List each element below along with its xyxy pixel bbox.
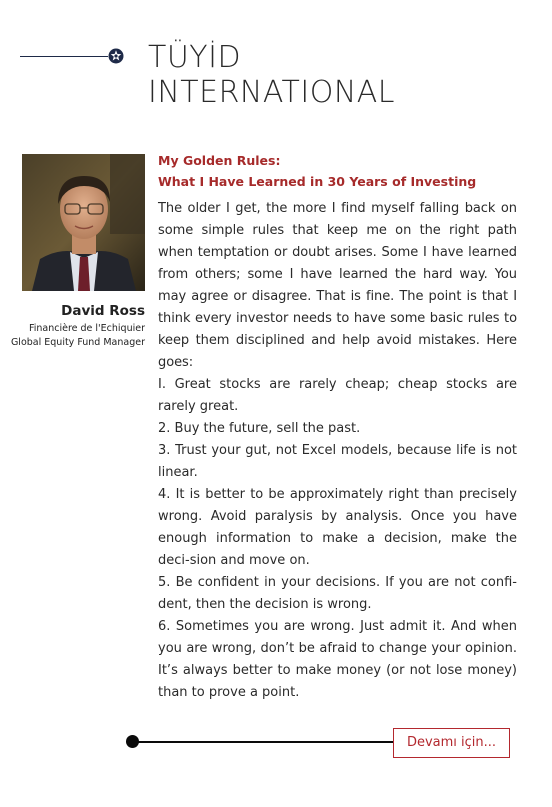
author-name: David Ross <box>61 303 145 319</box>
author-role-line-2: Global Equity Fund Manager <box>10 337 145 348</box>
intro-paragraph: The older I get, the more I find myself falling back on some simple rules that keep me on the right path when temptation or doubt arises. Some I have learned from others; some I have learned the hard way. You may agree or disagree. That is fine. The point is that I think every investor needs to have some basic rules to keep them disciplined and help avoid mistakes. Here goes: <box>158 201 517 370</box>
header-rule <box>20 56 108 57</box>
rule-3: 3. Trust your gut, not Excel models, because life is not linear. <box>158 443 517 480</box>
rule-5: 5. Be confident in your decisions. If you are not confi-dent, then the decision is wrong. <box>158 575 517 612</box>
author-photo <box>22 154 145 291</box>
star-rosette-icon <box>108 48 124 64</box>
article-title-line-1: My Golden Rules: <box>158 153 281 168</box>
footer-rule <box>138 741 393 743</box>
rule-1: I. Great stocks are rarely cheap; cheap stocks are rarely great. <box>158 377 517 414</box>
author-role-line-1: Financière de l'Echiquier <box>28 323 145 334</box>
article-body <box>158 198 517 704</box>
rule-4: 4. It is better to be approximately right than precisely wrong. Avoid paralysis by analysis. Once you have enough information to make a decision, make the deci-sion and move on. <box>158 487 517 568</box>
brand-line-1: TÜYİD <box>148 40 242 75</box>
rule-2: 2. Buy the future, sell the past. <box>158 421 361 436</box>
brand-title <box>148 40 395 110</box>
article-title <box>158 150 518 192</box>
brand-line-2: INTERNATIONAL <box>148 75 396 110</box>
rule-6: 6. Sometimes you are wrong. Just admit it. And when you are wrong, don’t be afraid to change your opinion. It’s always better to make money (or not lose money) than to prove a point. <box>158 619 517 700</box>
read-more-button[interactable]: Devamı için... <box>393 728 510 758</box>
author-role <box>11 322 145 350</box>
article-title-line-2: What I Have Learned in 30 Years of Investing <box>158 174 477 189</box>
